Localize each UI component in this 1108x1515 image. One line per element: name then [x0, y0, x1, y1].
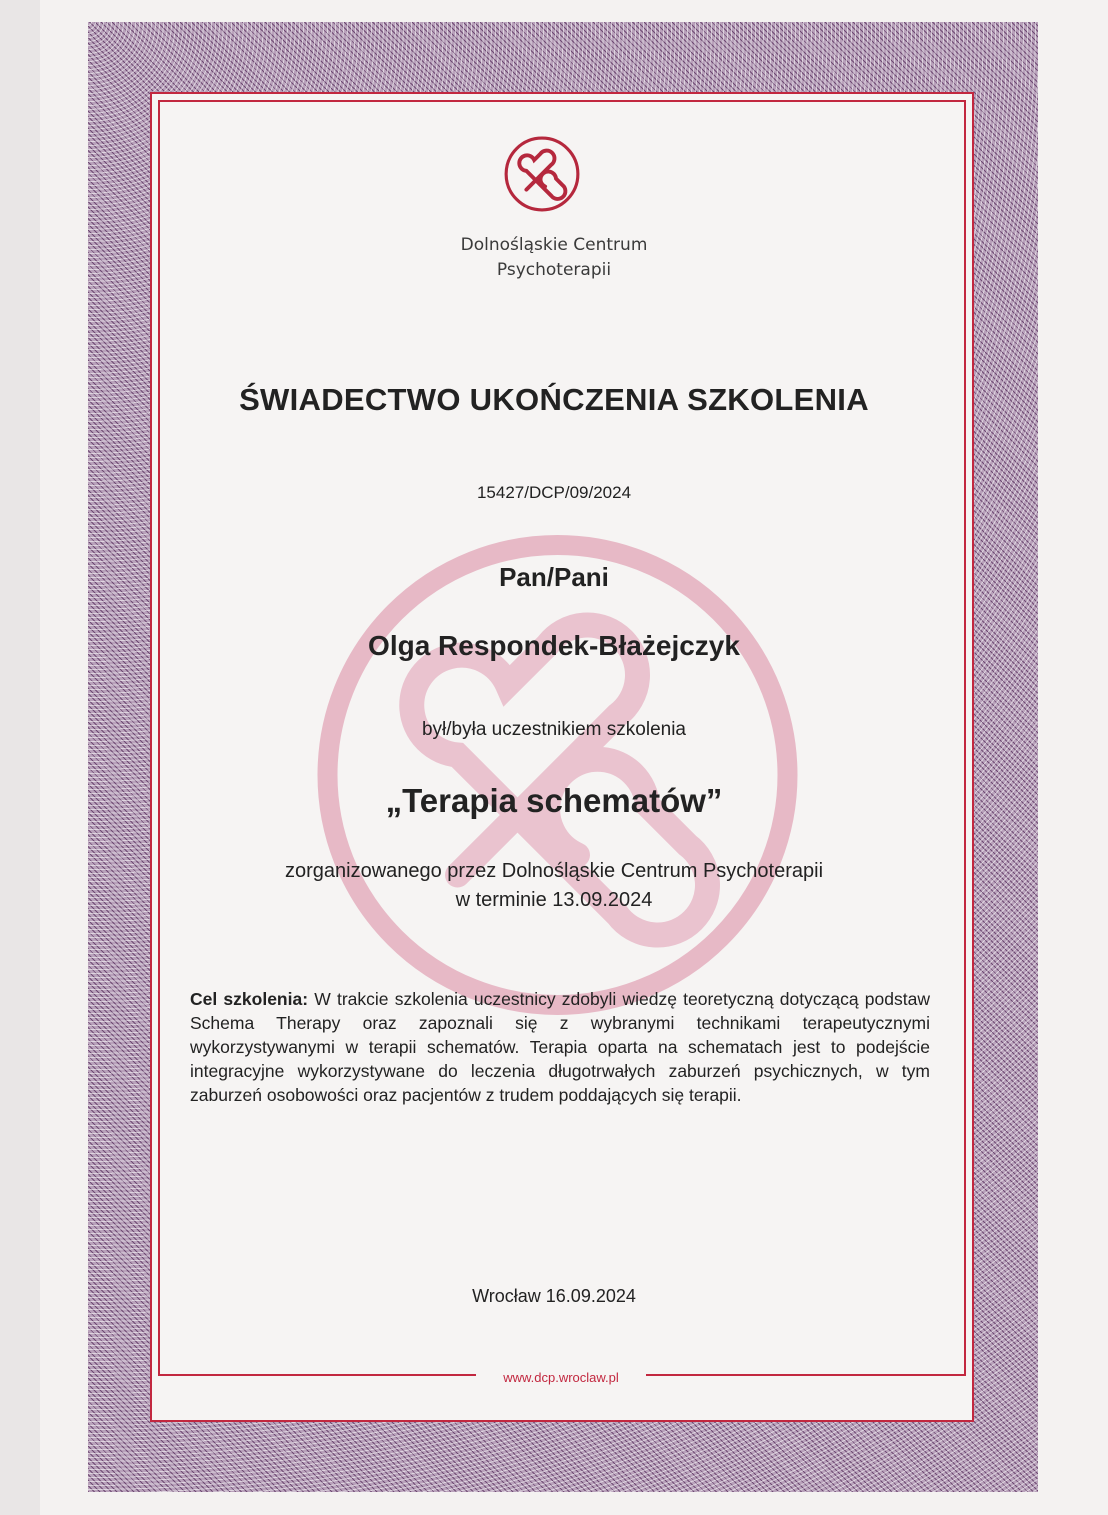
certificate-number: 15427/DCP/09/2024 — [476, 483, 632, 502]
certificate-title: ŚWIADECTWO UKOŃCZENIA SZKOLENIA — [239, 382, 869, 417]
participation-text: był/była uczestnikiem szkolenia — [421, 719, 686, 740]
goal-text: W trakcie szkolenia uczestnicy zdobyli wiedzę teoretyczną dotyczącą podstaw Schema Therapy oraz zapoznali się z wybranymi technikami terapeutycznymi wykorzystywanymi w terapii schematów. Terapia oparta na schematach jest to podejście integracyjne wykorzystywane do leczenia długotrwałych zaburzeń psychicznych, w tym zaburzeń osobowości oraz pacjentów z trudem poddających się terapii. — [190, 989, 930, 1105]
website-link[interactable]: www.dcp.wroclaw.pl — [476, 1368, 646, 1387]
dcp-logo-icon — [503, 135, 581, 213]
organizer-info — [0, 857, 1108, 915]
org-name-line2: Psychoterapii — [496, 260, 612, 280]
org-name-line1: Dolnośląskie Centrum — [460, 235, 648, 255]
watermark-logo-icon — [285, 525, 830, 1025]
salutation: Pan/Pani — [499, 562, 609, 592]
training-date: w terminie 13.09.2024 — [455, 889, 653, 911]
goal-label: Cel szkolenia: — [190, 989, 309, 1009]
place-and-date: Wrocław 16.09.2024 — [472, 1286, 636, 1306]
recipient-name: Olga Respondek-Błażejczyk — [368, 630, 740, 661]
organizer-line: zorganizowanego przez Dolnośląskie Centrum Psychoterapii — [284, 860, 824, 882]
course-title: „Terapia schematów” — [385, 782, 723, 819]
organization-name — [0, 233, 1108, 283]
training-goal — [190, 987, 930, 1107]
